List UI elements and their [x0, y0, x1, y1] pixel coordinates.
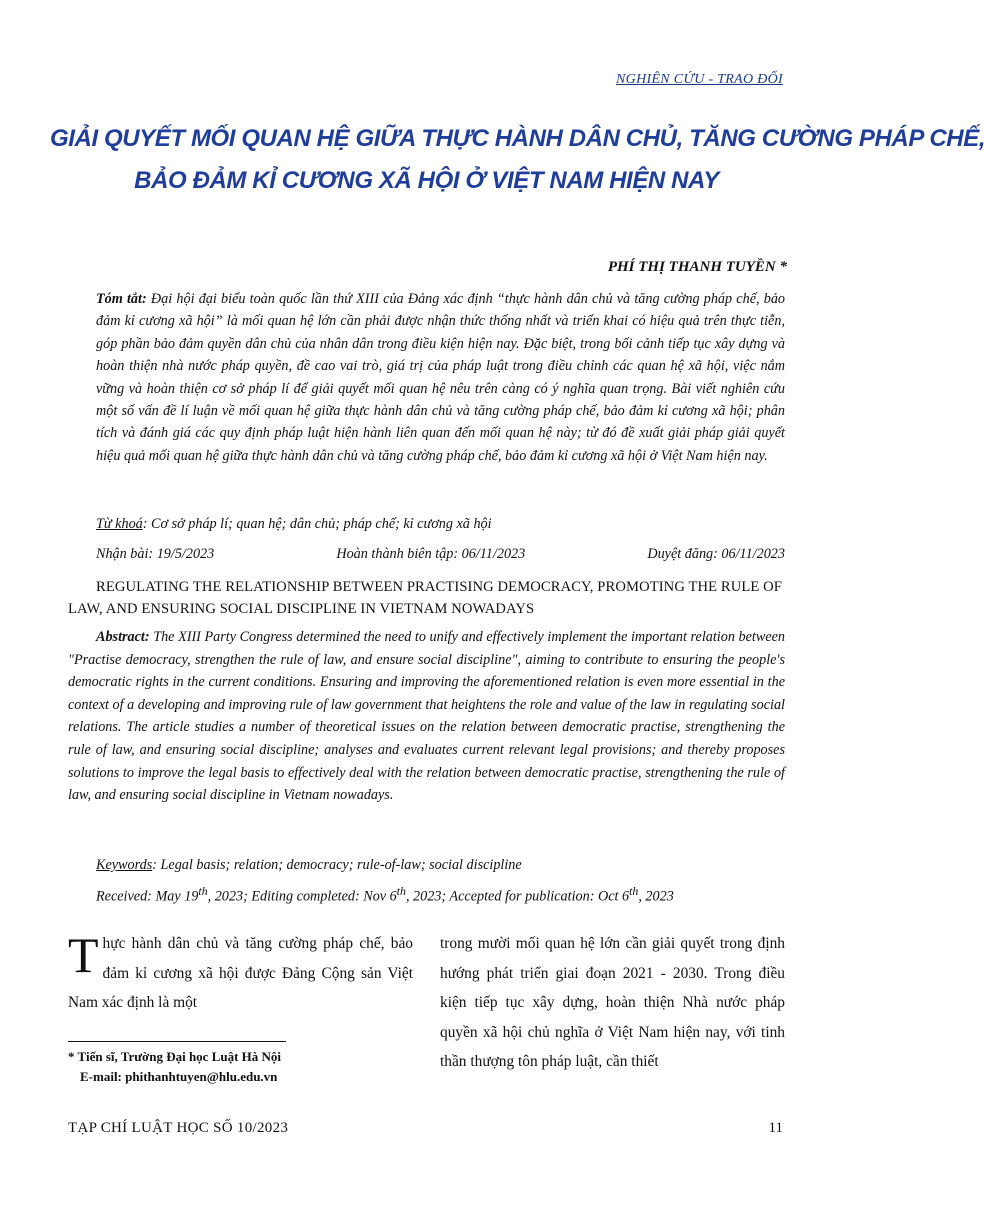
article-title: [50, 118, 985, 202]
keywords-vi-text: : Cơ sở pháp lí; quan hệ; dân chủ; pháp chế; kỉ cương xã hội: [142, 516, 492, 532]
journal-footer: TẠP CHÍ LUẬT HỌC SỐ 10/2023: [68, 1120, 289, 1136]
abstract-vi-label: Tóm tắt:: [96, 291, 147, 307]
keywords-english: [96, 857, 785, 874]
author-name: PHÍ THỊ THANH TUYỀN *: [607, 259, 787, 275]
dates-vietnamese: [96, 546, 785, 563]
body-column-left: [68, 929, 413, 1018]
footnote-divider: [68, 1041, 286, 1042]
abstract-vietnamese: [96, 288, 785, 467]
dates-english: [96, 884, 785, 906]
received-en: Received: May 19: [96, 888, 199, 905]
abstract-english: [68, 626, 785, 807]
english-title: REGULATING THE RELATIONSHIP BETWEEN PRACTISING DEMOCRACY, PROMOTING THE RULE OF LAW, AND ENSURING SOCIAL DISCIPLINE IN VIETNAM NOWADAYS: [68, 579, 782, 617]
body-left-text: hực hành dân chủ và tăng cường pháp chế, bảo đảm kỉ cương xã hội được Đảng Cộng sản Việt Nam xác định là một: [68, 935, 413, 1011]
keywords-vi-label: Từ khoá: [96, 516, 143, 532]
title-line-2: BẢO ĐẢM KỈ CƯƠNG XÃ HỘI Ở VIỆT NAM HIỆN NAY: [134, 167, 719, 194]
accepted-en: , 2023; Accepted for publication: Oct 6: [405, 888, 630, 905]
accepted-date: Duyệt đăng: 06/11/2023: [647, 546, 785, 562]
page-number: 11: [768, 1120, 783, 1136]
sup-3: th: [629, 884, 639, 898]
keywords-en-label: Keywords: [96, 857, 153, 873]
abstract-vi-text: Đại hội đại biểu toàn quốc lần thứ XIII của Đảng xác định “thực hành dân chủ và tăng cường pháp chế, bảo đảm kỉ cương xã hội” là mối quan hệ lớn cần phải được nhận thức thống nhất và triển khai có hiệu quả trên thực tiễn, góp phần bảo đảm quyền dân chủ của nhân dân trong điều kiện hiện nay. Đặc biệt, trong bối cảnh tiếp tục xây dựng và hoàn thiện nhà nước pháp quyền, đề cao vai trò, giá trị của pháp luật trong điều chỉnh các quan hệ xã hội, việc nắm vững và hoàn thiện cơ sở pháp lí để giải quyết mối quan hệ nêu trên càng có ý nghĩa quan trọng. Bài viết nghiên cứu một số vấn đề lí luận về mối quan hệ giữa thực hành dân chủ và tăng cường pháp chế, bảo đảm kỉ cương xã hội; phân tích và đánh giá các quy định pháp luật hiện hành liên quan đến mối quan hệ này; từ đó đề xuất giải pháp giải quyết hiệu quả mối quan hệ giữa thực hành dân chủ và tăng cường pháp chế, bảo đảm kỉ cương xã hội ở Việt Nam hiện nay.: [96, 291, 786, 464]
footnote: [68, 1047, 281, 1087]
received-date: Nhận bài: 19/5/2023: [96, 546, 215, 562]
body-column-right: trong mười mối quan hệ lớn cần giải quyết trong định hướng phát triển giai đoạn 2021 - 2030. Trong điều kiện tiếp tục xây dựng, hoàn thiện Nhà nước pháp quyền xã hội chủ nghĩa ở Việt Nam hiện nay, với tinh thần thượng tôn pháp luật, cần thiết: [440, 935, 785, 1070]
year-en: , 2023: [638, 888, 674, 905]
edited-en: , 2023; Editing completed: Nov 6: [207, 888, 397, 905]
sup-1: th: [198, 884, 208, 898]
sup-2: th: [396, 884, 406, 898]
keywords-en-text: : Legal basis; relation; democracy; rule-of-law; social discipline: [152, 857, 522, 873]
abstract-en-label: Abstract:: [96, 629, 150, 645]
footnote-email: E-mail: phithanhtuyen@hlu.edu.vn: [80, 1069, 278, 1084]
section-label: NGHIÊN CỨU - TRAO ĐỔI: [616, 72, 783, 87]
title-line-1: GIẢI QUYẾT MỐI QUAN HỆ GIỮA THỰC HÀNH DÂN CHỦ, TĂNG CƯỜNG PHÁP CHẾ,: [50, 125, 985, 152]
abstract-en-text: The XIII Party Congress determined the need to unify and effectively implement the important relation between "Practise democracy, strengthen the rule of law, and ensure social discipline", aiming to contribute to ensuring the people's democratic rights in the current conditions. Ensuring and improving the aforementioned relation is even more essential in the context of a developing and improving rule of law government that heightens the role and value of the law in regulating social relations. The article studies a number of theoretical issues on the relation between democratic practise, strengthening the rule of law, and ensuring social discipline; analyses and evaluates current relevant legal provisions; and thereby proposes solutions to improve the legal basis to effectively deal with the relation between democratic practise, strengthening the rule of law, and ensuring social discipline in Vietnam nowadays.: [68, 629, 786, 804]
footnote-affiliation: * Tiến sĩ, Trường Đại học Luật Hà Nội: [68, 1049, 282, 1064]
edited-date: Hoàn thành biên tập: 06/11/2023: [336, 546, 526, 562]
drop-cap: T: [68, 927, 99, 983]
keywords-vietnamese: [96, 516, 785, 533]
